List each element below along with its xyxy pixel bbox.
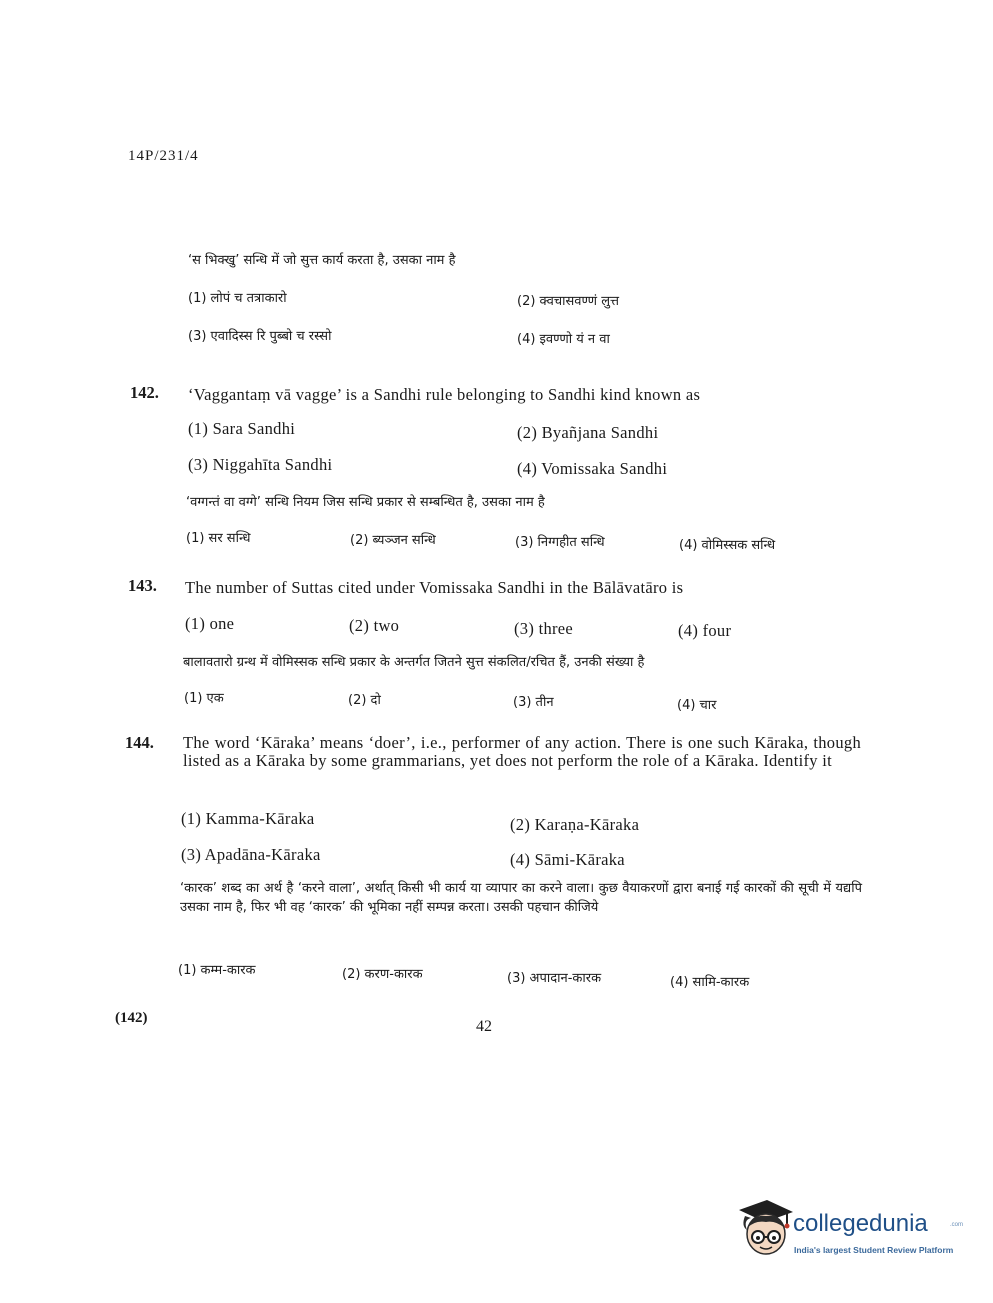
q142-option-2: (2) Byañjana Sandhi: [517, 423, 659, 442]
collegedunia-tagline: India's largest Student Review Platform: [794, 1245, 954, 1255]
q141-option-4: (4) इवण्णो यं न वा: [517, 332, 610, 347]
q143-hindi-question: बालावतारो ग्रन्थ में वोमिस्सक सन्धि प्रकार के अन्तर्गत जितने सुत्त संकलित/रचित हैं, उनकी संख्या है: [183, 655, 645, 670]
q143-hindi-option-2: (2) दो: [348, 693, 381, 708]
q141-option-1: (1) लोपं च तत्राकारो: [188, 291, 287, 306]
q142-hindi-option-4: (4) वोमिस्सक सन्धि: [679, 538, 776, 553]
q143-number: 143.: [128, 576, 157, 595]
q142-option-4: (4) Vomissaka Sandhi: [517, 459, 668, 478]
footer-code: (142): [115, 1010, 148, 1026]
paper-code: 14P/231/4: [128, 148, 199, 164]
q142-option-3: (3) Niggahīta Sandhi: [188, 455, 333, 474]
q142-hindi-option-2: (2) ब्यञ्जन सन्धि: [350, 533, 436, 548]
q143-hindi-option-1: (1) एक: [184, 691, 224, 706]
q143-hindi-option-3: (3) तीन: [513, 695, 554, 710]
q144-option-3: (3) Apadāna-Kāraka: [181, 845, 321, 864]
q143-option-2: (2) two: [349, 616, 400, 635]
q144-hindi-option-3: (3) अपादान-कारक: [507, 971, 602, 986]
q142-question: ‘Vaggantaṃ vā vagge’ is a Sandhi rule belonging to Sandhi kind known as: [188, 385, 701, 404]
collegedunia-domain: .com: [950, 1222, 964, 1228]
collegedunia-brand: collegedunia: [793, 1210, 928, 1237]
q141-option-2: (2) क्वचासवण्णं लुत्त: [517, 294, 620, 309]
q143-option-1: (1) one: [185, 614, 235, 633]
q144-hindi-question: ‘कारक’ शब्द का अर्थ है ‘करने वाला’, अर्थात् किसी भी कार्य या व्यापार का करने वाला। कुछ वैयाकरणों द्वारा बनाई गई कारकों की सूची में यद्यपि उसका नाम है, फिर भी वह ‘कारक’ की भूमिका नहीं सम्पन्न करता। उसकी पहचान कीजिये: [180, 881, 862, 915]
q144-hindi-option-1: (1) कम्म-कारक: [178, 963, 256, 978]
q144-number: 144.: [125, 733, 154, 752]
q142-hindi-option-1: (1) सर सन्धि: [186, 531, 251, 546]
q144-option-1: (1) Kamma-Kāraka: [181, 809, 315, 828]
q141-hindi-question: ‘स भिक्खु’ सन्धि में जो सुत्त कार्य करता है, उसका नाम है: [188, 253, 456, 268]
q143-option-4: (4) four: [678, 621, 732, 640]
q144-option-4: (4) Sāmi-Kāraka: [510, 850, 625, 869]
q143-option-3: (3) three: [514, 619, 574, 638]
page-number: 42: [476, 1018, 492, 1035]
q143-hindi-option-4: (4) चार: [677, 698, 717, 713]
q141-option-3: (3) एवादिस्स रि पुब्बो च रस्सो: [188, 329, 332, 344]
q142-number: 142.: [130, 383, 159, 402]
q142-option-1: (1) Sara Sandhi: [188, 419, 296, 438]
q143-question: The number of Suttas cited under Vomissaka Sandhi in the Bālāvatāro is: [185, 578, 684, 597]
q142-hindi-option-3: (3) निग्गहीत सन्धि: [515, 535, 605, 550]
q144-hindi-option-2: (2) करण-कारक: [342, 967, 423, 982]
q144-hindi-option-4: (4) सामि-कारक: [670, 975, 750, 990]
q144-option-2: (2) Karaṇa-Kāraka: [510, 815, 640, 834]
q144-question: The word ‘Kāraka’ means ‘doer’, i.e., performer of any action. There is one such Kāraka, though listed as a Kāraka by some grammarians, yet does not perform the role of a Kāraka. Identify it: [183, 733, 861, 770]
q142-hindi-question: ‘वग्गन्तं वा वग्गे’ सन्धि नियम जिस सन्धि प्रकार से सम्बन्धित है, उसका नाम है: [186, 495, 545, 510]
